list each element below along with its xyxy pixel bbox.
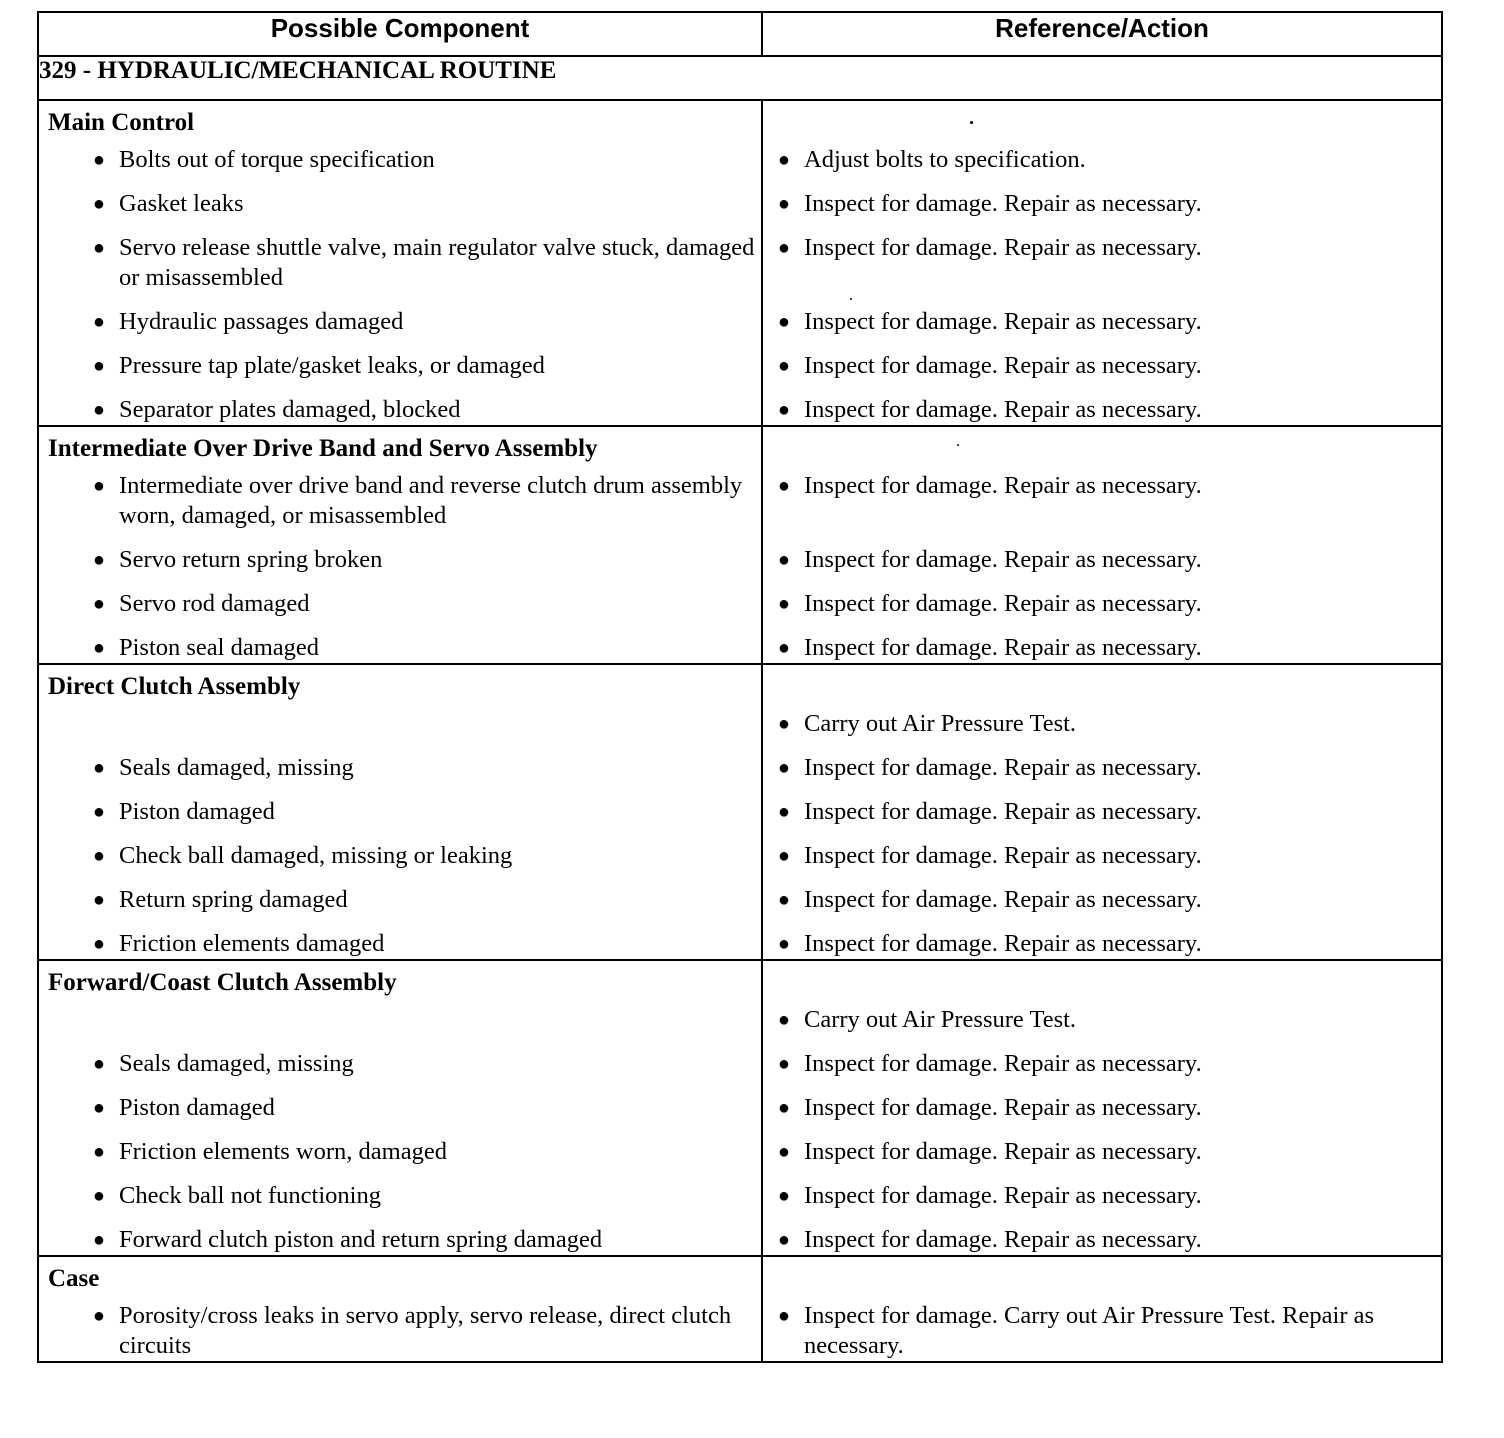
action-text: Inspect for damage. Repair as necessary. <box>804 1094 1202 1121</box>
component-text: Piston seal damaged <box>119 634 320 661</box>
action-text: Inspect for damage. Repair as necessary. <box>804 634 1202 661</box>
action-item <box>763 633 1441 663</box>
action-text: Inspect for damage. Repair as necessary. <box>804 472 1202 499</box>
action-cell <box>762 960 1442 1256</box>
bullet-icon: ● <box>92 757 105 779</box>
component-text <box>119 709 761 739</box>
section-title-row <box>38 56 1442 100</box>
action-text: Inspect for damage. Repair as necessary. <box>804 1138 1202 1165</box>
action-item <box>763 929 1441 959</box>
bullet-icon: ● <box>777 1053 790 1075</box>
bullet-icon: ● <box>777 933 790 955</box>
action-item <box>763 841 1441 871</box>
component-item <box>39 929 761 959</box>
component-item <box>39 395 761 425</box>
action-text: Inspect for damage. Repair as necessary. <box>804 1050 1202 1077</box>
action-text: Inspect for damage. Repair as necessary. <box>804 1182 1202 1209</box>
component-item <box>39 841 761 871</box>
action-item <box>763 395 1441 425</box>
action-item <box>763 1301 1441 1361</box>
group-row <box>38 664 1442 960</box>
bullet-icon: ● <box>92 1141 105 1163</box>
component-item <box>39 1005 761 1035</box>
bullet-icon: ● <box>92 801 105 823</box>
action-item <box>763 753 1441 783</box>
bullet-icon: ● <box>92 549 105 571</box>
component-text: Friction elements worn, damaged <box>119 1138 447 1165</box>
action-item <box>763 1225 1441 1255</box>
component-text: Seals damaged, missing <box>119 754 354 781</box>
group-title-spacer <box>763 961 1441 1005</box>
component-text: Piston damaged <box>119 798 275 825</box>
bullet-icon: ● <box>777 889 790 911</box>
group-row <box>38 1256 1442 1362</box>
action-text: Inspect for damage. Repair as necessary. <box>804 930 1202 957</box>
component-cell <box>38 664 762 960</box>
bullet-icon: ● <box>92 1305 105 1327</box>
bullet-icon: ● <box>777 637 790 659</box>
bullet-icon: ● <box>777 713 790 735</box>
component-item <box>39 307 761 337</box>
scan-speck <box>850 298 852 300</box>
component-text: Pressure tap plate/gasket leaks, or damaged <box>119 352 545 379</box>
action-item <box>763 1005 1441 1035</box>
action-item <box>763 709 1441 739</box>
action-text: Inspect for damage. Repair as necessary. <box>804 396 1202 423</box>
bullet-icon: ● <box>777 355 790 377</box>
group-title: Intermediate Over Drive Band and Servo Assembly <box>48 435 598 462</box>
component-text: Intermediate over drive band and reverse clutch drum assembly worn, damaged, or misassembled <box>119 472 743 529</box>
action-item <box>763 885 1441 915</box>
group-title-spacer <box>763 101 1441 145</box>
component-text: Porosity/cross leaks in servo apply, servo release, direct clutch circuits <box>119 1302 732 1359</box>
action-text: Inspect for damage. Repair as necessary. <box>804 1226 1202 1253</box>
component-text: Hydraulic passages damaged <box>119 308 404 335</box>
bullet-icon: ● <box>777 399 790 421</box>
bullet-icon: ● <box>777 1141 790 1163</box>
component-item <box>39 471 761 531</box>
bullet-icon: ● <box>92 193 105 215</box>
group-title: Forward/Coast Clutch Assembly <box>48 969 397 996</box>
component-text: Forward clutch piston and return spring damaged <box>119 1226 603 1253</box>
action-cell <box>762 1256 1442 1362</box>
bullet-icon: ● <box>777 1305 790 1327</box>
action-text: Inspect for damage. Repair as necessary. <box>804 234 1202 261</box>
action-text: Inspect for damage. Carry out Air Pressure Test. Repair as necessary. <box>804 1302 1375 1359</box>
component-text: Servo release shuttle valve, main regulator valve stuck, damaged or misassembled <box>119 234 755 291</box>
bullet-icon: ● <box>92 593 105 615</box>
action-text: Inspect for damage. Repair as necessary. <box>804 798 1202 825</box>
component-text: Bolts out of torque specification <box>119 146 435 173</box>
action-item <box>763 1181 1441 1211</box>
component-text: Separator plates damaged, blocked <box>119 396 461 423</box>
action-item <box>763 797 1441 827</box>
action-text: Carry out Air Pressure Test. <box>804 1006 1077 1033</box>
component-text: Check ball not functioning <box>119 1182 381 1209</box>
group-row <box>38 100 1442 426</box>
group-row <box>38 426 1442 664</box>
action-text: Inspect for damage. Repair as necessary. <box>804 886 1202 913</box>
bullet-icon: ● <box>777 1009 790 1031</box>
action-item <box>763 1093 1441 1123</box>
action-cell <box>762 664 1442 960</box>
component-item <box>39 589 761 619</box>
component-item <box>39 1301 761 1361</box>
bullet-icon: ● <box>777 549 790 571</box>
component-cell <box>38 426 762 664</box>
component-item <box>39 1225 761 1255</box>
bullet-icon: ● <box>92 149 105 171</box>
bullet-icon: ● <box>777 593 790 615</box>
bullet-icon: ● <box>777 757 790 779</box>
bullet-icon: ● <box>92 237 105 259</box>
bullet-icon: ● <box>92 1185 105 1207</box>
component-item <box>39 709 761 739</box>
bullet-icon <box>39 1005 119 1035</box>
action-item <box>763 307 1441 337</box>
action-item <box>763 1049 1441 1079</box>
component-item <box>39 1049 761 1079</box>
component-item <box>39 189 761 219</box>
component-item <box>39 145 761 175</box>
bullet-icon: ● <box>777 801 790 823</box>
component-item <box>39 545 761 575</box>
component-text: Return spring damaged <box>119 886 348 913</box>
action-text: Inspect for damage. Repair as necessary. <box>804 190 1202 217</box>
component-item <box>39 233 761 293</box>
bullet-icon: ● <box>92 637 105 659</box>
action-text: Inspect for damage. Repair as necessary. <box>804 546 1202 573</box>
action-item <box>763 189 1441 219</box>
action-text: Inspect for damage. Repair as necessary. <box>804 308 1202 335</box>
component-text: Piston damaged <box>119 1094 275 1121</box>
group-title: Case <box>48 1265 100 1292</box>
component-text: Gasket leaks <box>119 190 244 217</box>
component-text: Servo return spring broken <box>119 546 383 573</box>
bullet-icon: ● <box>777 475 790 497</box>
bullet-icon: ● <box>777 237 790 259</box>
bullet-icon: ● <box>92 355 105 377</box>
action-item <box>763 1137 1441 1167</box>
action-text: Adjust bolts to specification. <box>804 146 1086 173</box>
component-cell <box>38 100 762 426</box>
component-text: Check ball damaged, missing or leaking <box>119 842 513 869</box>
bullet-icon: ● <box>777 845 790 867</box>
group-title: Direct Clutch Assembly <box>48 673 301 700</box>
bullet-icon: ● <box>92 1229 105 1251</box>
section-title: 329 - HYDRAULIC/MECHANICAL ROUTINE <box>38 56 1442 100</box>
action-cell <box>762 100 1442 426</box>
group-title-spacer <box>763 427 1441 471</box>
bullet-icon: ● <box>92 845 105 867</box>
component-item <box>39 1137 761 1167</box>
component-text: Seals damaged, missing <box>119 1050 354 1077</box>
action-text: Inspect for damage. Repair as necessary. <box>804 842 1202 869</box>
column-header-component: Possible Component <box>38 12 762 56</box>
component-item <box>39 797 761 827</box>
bullet-icon: ● <box>777 311 790 333</box>
component-item <box>39 633 761 663</box>
diagnostic-table <box>37 11 1443 1363</box>
action-item <box>763 471 1441 531</box>
group-row <box>38 960 1442 1256</box>
bullet-icon: ● <box>777 1229 790 1251</box>
bullet-icon: ● <box>777 149 790 171</box>
table-header-row <box>38 12 1442 56</box>
component-item <box>39 885 761 915</box>
component-item <box>39 753 761 783</box>
action-text: Carry out Air Pressure Test. <box>804 710 1077 737</box>
action-text: Inspect for damage. Repair as necessary. <box>804 754 1202 781</box>
action-item <box>763 351 1441 381</box>
bullet-icon: ● <box>777 193 790 215</box>
group-title-spacer <box>763 665 1441 709</box>
component-cell <box>38 960 762 1256</box>
component-item <box>39 1093 761 1123</box>
action-text: Inspect for damage. Repair as necessary. <box>804 352 1202 379</box>
bullet-icon: ● <box>777 1185 790 1207</box>
column-header-action: Reference/Action <box>762 12 1442 56</box>
action-cell <box>762 426 1442 664</box>
scan-speck <box>970 121 973 124</box>
component-text: Friction elements damaged <box>119 930 385 957</box>
component-item <box>39 351 761 381</box>
action-item <box>763 545 1441 575</box>
group-title-spacer <box>763 1257 1441 1301</box>
component-cell <box>38 1256 762 1362</box>
bullet-icon: ● <box>92 889 105 911</box>
bullet-icon: ● <box>92 1097 105 1119</box>
scan-speck <box>957 444 959 446</box>
component-item <box>39 1181 761 1211</box>
bullet-icon: ● <box>92 1053 105 1075</box>
bullet-icon <box>39 709 119 739</box>
action-item <box>763 589 1441 619</box>
bullet-icon: ● <box>777 1097 790 1119</box>
group-title: Main Control <box>48 109 195 136</box>
component-text: Servo rod damaged <box>119 590 310 617</box>
action-item <box>763 145 1441 175</box>
action-item <box>763 233 1441 293</box>
bullet-icon: ● <box>92 933 105 955</box>
action-text: Inspect for damage. Repair as necessary. <box>804 590 1202 617</box>
bullet-icon: ● <box>92 399 105 421</box>
bullet-icon: ● <box>92 475 105 497</box>
bullet-icon: ● <box>92 311 105 333</box>
component-text <box>119 1005 761 1035</box>
